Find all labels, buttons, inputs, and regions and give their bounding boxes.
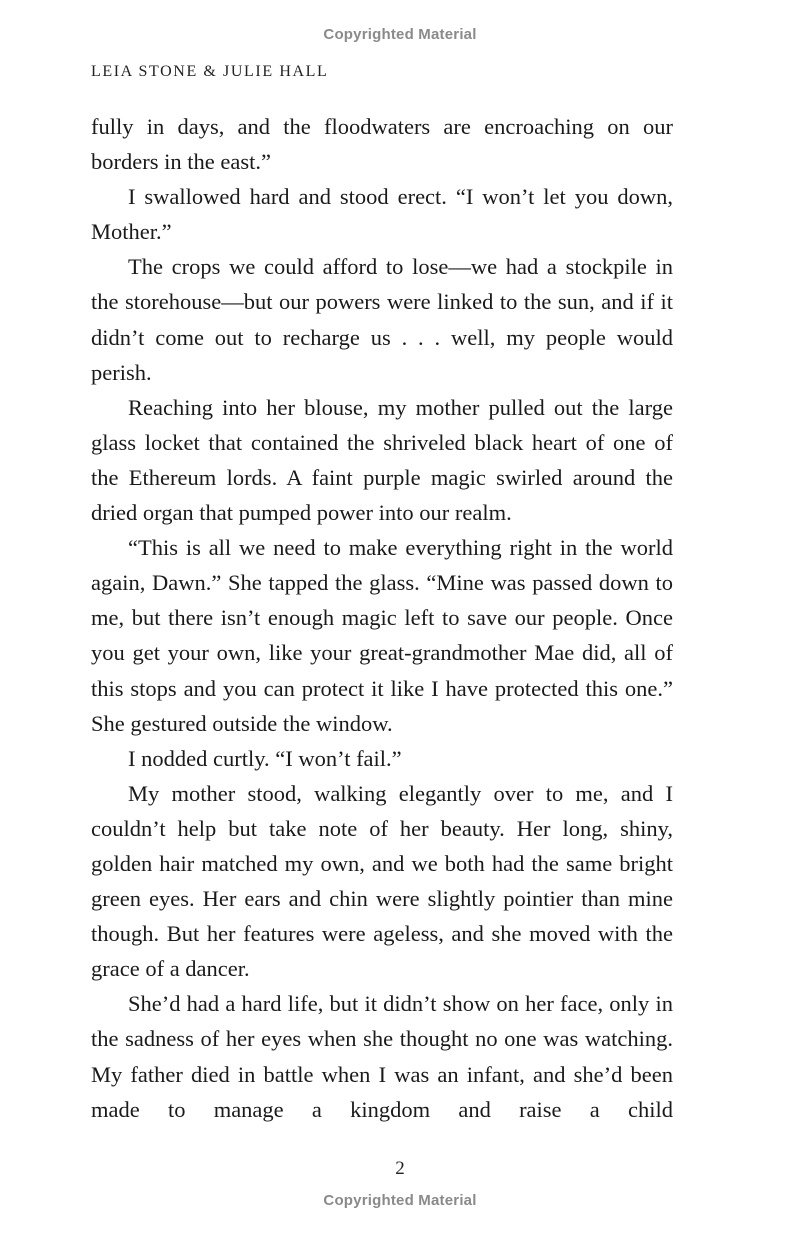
page-number: 2: [395, 1158, 405, 1179]
body-text: [91, 109, 673, 1127]
paragraph: I nodded curtly. “I won’t fail.”: [128, 745, 402, 771]
paragraph: I swallowed hard and stood erect. “I won’t let you down, Mother.”: [91, 184, 673, 245]
paragraph: Reaching into her blouse, my mother pulled out the large glass locket that contained the shriveled black heart of one of the Ethereum lords. A faint purple magic swirled around the dried organ that pumped power into our realm.: [91, 394, 673, 526]
copyright-watermark-bottom: Copyrighted Material: [323, 1192, 477, 1209]
paragraph: The crops we could afford to lose—we had a stockpile in the storehouse—but our powers were linked to the sun, and if it didn’t come out to recharge us . . . well, my people would perish.: [91, 254, 673, 385]
copyright-watermark-top: Copyrighted Material: [323, 26, 477, 43]
paragraph: “This is all we need to make everything right in the world again, Dawn.” She tapped the glass. “Mine was passed down to me, but there isn’t enough magic left to save our people. Once you get your own, like your great-grandmother Mae did, all of this stops and you can protect it like I have protected this one.” She gestured outside the window.: [91, 535, 673, 736]
running-head: LEIA STONE & JULIE HALL: [91, 63, 329, 80]
paragraph: fully in days, and the floodwaters are encroaching on our borders in the east.”: [91, 114, 673, 175]
paragraph: She’d had a hard life, but it didn’t show on her face, only in the sadness of her eyes when she thought no one was watching. My father died in battle when I was an infant, and she’d been made to manage a kingdom and raise a child: [91, 991, 673, 1122]
paragraph: My mother stood, walking elegantly over to me, and I couldn’t help but take note of her beauty. Her long, shiny, golden hair matched my own, and we both had the same bright green eyes. Her ears and chin were slightly pointier than mine though. But her features were ageless, and she moved with the grace of a dancer.: [91, 780, 673, 982]
